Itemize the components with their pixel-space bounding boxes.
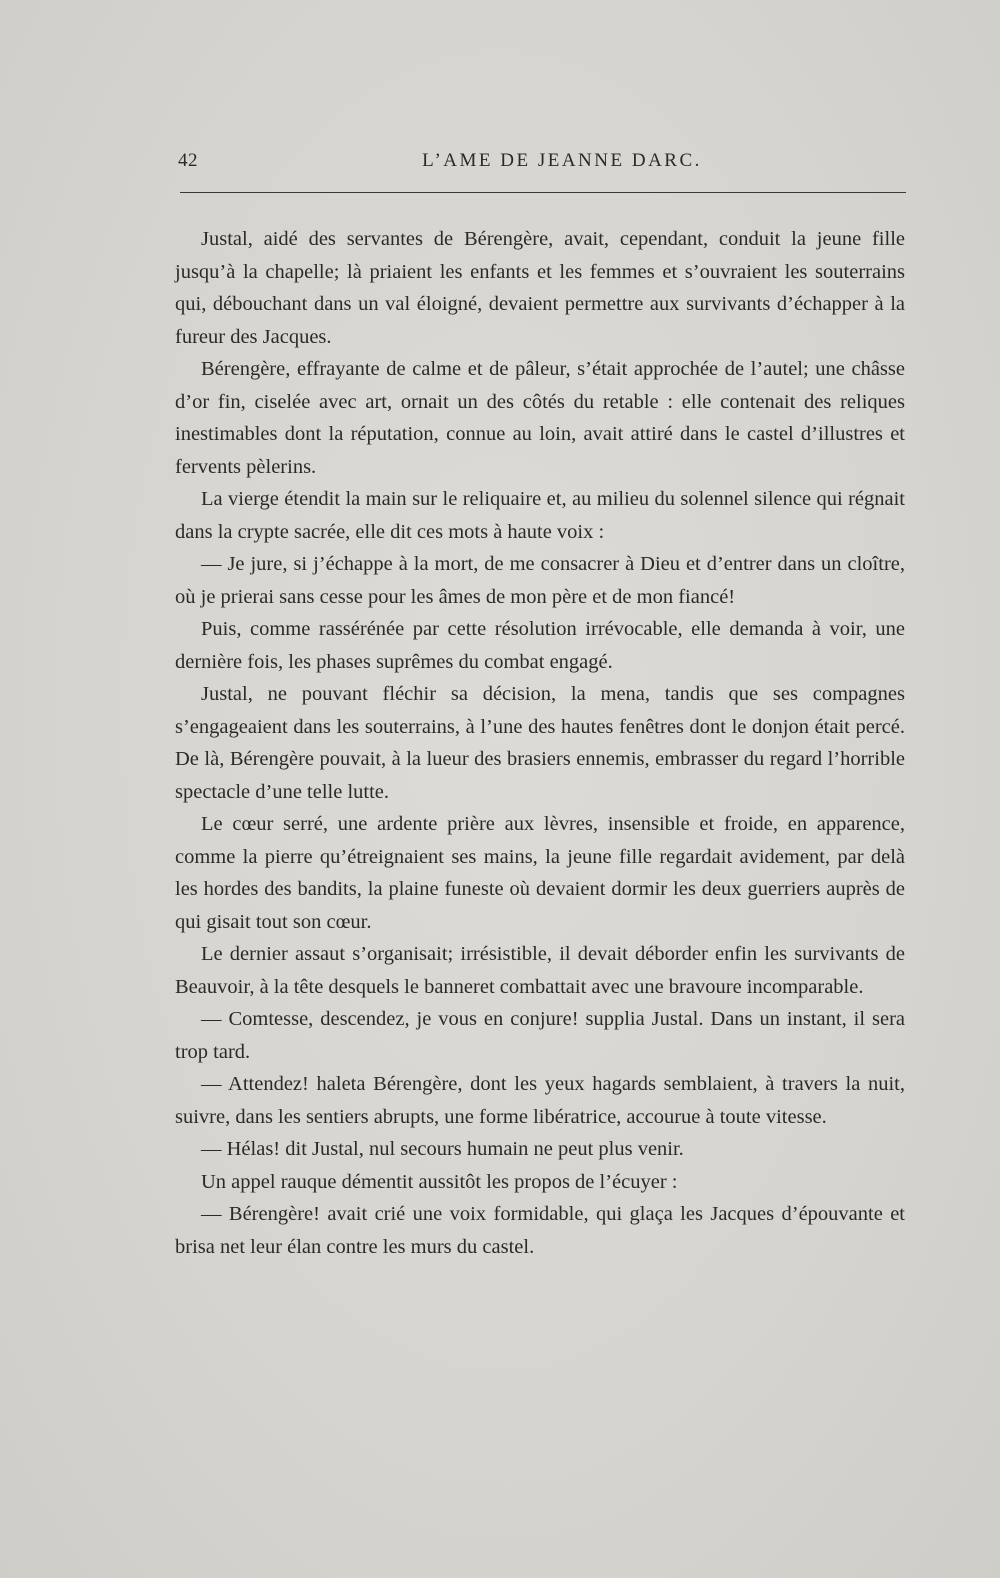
page-header <box>178 150 906 180</box>
paragraph: — Comtesse, descendez, je vous en conjure! supplia Justal. Dans un instant, il sera trop tard. <box>175 1008 905 1063</box>
paragraph: Justal, aidé des servantes de Bérengère, avait, cependant, conduit la jeune fille jusqu’à la chapelle; là priaient les enfants et les femmes et s’ouvraient les souterrains qui, débouchant dans un val éloigné, devaient permettre aux survivants d’échapper à la fureur des Jacques. <box>175 228 905 348</box>
paragraph: — Bérengère! avait crié une voix formidable, qui glaça les Jacques d’épouvante et brisa net leur élan contre les murs du castel. <box>175 1203 905 1258</box>
paragraph: — Attendez! haleta Bérengère, dont les yeux hagards semblaient, à travers la nuit, suivre, dans les sentiers abrupts, une forme libératrice, accourue à toute vitesse. <box>175 1073 905 1128</box>
paragraph: Le dernier assaut s’organisait; irrésistible, il devait déborder enfin les survivants de Beauvoir, à la tête desquels le banneret combattait avec une bravoure incomparable. <box>175 943 905 998</box>
header-rule <box>180 192 906 193</box>
paragraph: Le cœur serré, une ardente prière aux lèvres, insensible et froide, en apparence, comme la pierre qu’étreignaient ses mains, la jeune fille regardait avidement, par delà les hordes des bandits, la plaine funeste où devaient dormir les deux guerriers auprès de qui gisait tout son cœur. <box>175 813 905 933</box>
paragraph: — Je jure, si j’échappe à la mort, de me consacrer à Dieu et d’entrer dans un cloître, où je prierai sans cesse pour les âmes de mon père et de mon fiancé! <box>175 553 905 608</box>
paragraph: Un appel rauque démentit aussitôt les propos de l’écuyer : <box>201 1170 678 1193</box>
paragraph: Justal, ne pouvant fléchir sa décision, la mena, tandis que ses compagnes s’engageaient dans les souterrains, à l’une des hautes fenêtres dont le donjon était percé. De là, Bérengère pouvait, à la lueur des brasiers ennemis, embrasser du regard l’horrible spectacle d’une telle lutte. <box>175 683 905 803</box>
page-number: 42 <box>178 150 198 171</box>
paragraph: — Hélas! dit Justal, nul secours humain ne peut plus venir. <box>201 1138 684 1160</box>
running-title: L’AME DE JEANNE DARC. <box>422 150 702 171</box>
paragraph: Puis, comme rassérénée par cette résolution irrévocable, elle demanda à voir, une dernière fois, les phases suprêmes du combat engagé. <box>175 618 905 673</box>
paragraph: Bérengère, effrayante de calme et de pâleur, s’était approchée de l’autel; une châsse d’or fin, ciselée avec art, ornait un des côtés du retable : elle contenait des reliques inestimables dont la réputation, connue au loin, avait attiré dans le castel d’illustres et fervents pèlerins. <box>175 358 905 478</box>
paragraph: La vierge étendit la main sur le reliquaire et, au milieu du solennel silence qui régnait dans la crypte sacrée, elle dit ces mots à haute voix : <box>175 488 905 543</box>
body-text <box>175 223 905 1263</box>
